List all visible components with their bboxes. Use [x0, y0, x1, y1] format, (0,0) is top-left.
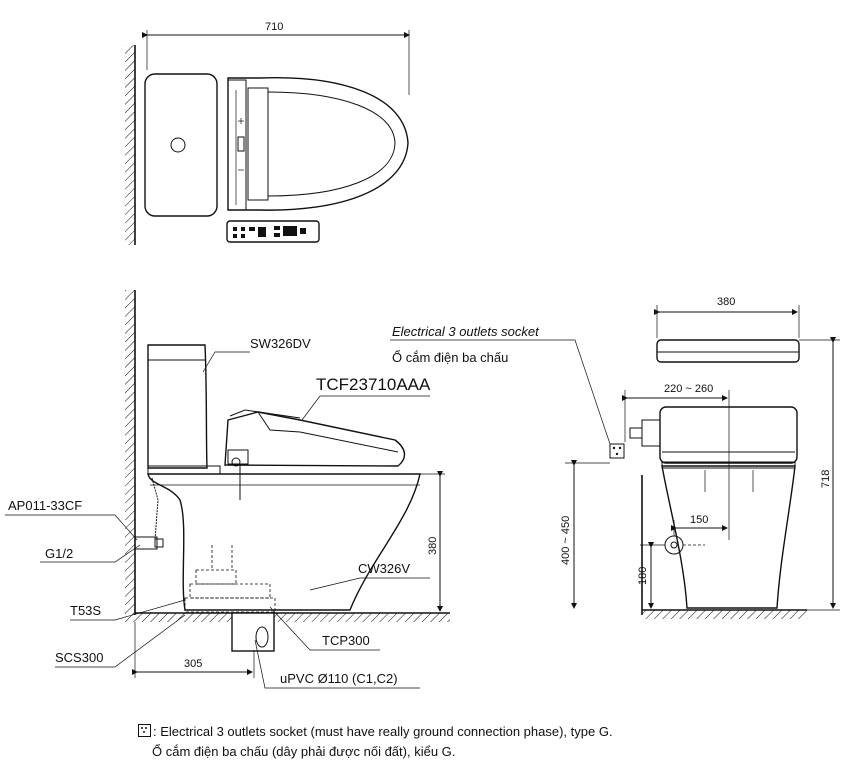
dim-front-pipe-height: 180 [637, 566, 649, 585]
front-socket [610, 444, 624, 458]
label-bolt: T53S [70, 603, 102, 618]
side-tank [148, 345, 207, 468]
label-seat: TCF23710AAA [316, 375, 431, 394]
side-hose [152, 478, 158, 540]
socket-callout-en: Electrical 3 outlets socket [392, 324, 539, 339]
top-view [125, 21, 409, 245]
dim-front-width: 380 [717, 296, 736, 308]
dim-front-socket-height: 400 ~ 450 [560, 515, 572, 565]
dim-front-socket-range: 220 ~ 260 [664, 383, 714, 395]
label-hose: AP011-33CF [8, 498, 83, 513]
front-tank [657, 340, 799, 362]
front-floor-hatch [642, 610, 807, 619]
front-seat [660, 407, 797, 463]
socket-icon [138, 724, 151, 737]
label-thread: G1/2 [45, 546, 74, 561]
label-flange: TCP300 [322, 633, 370, 648]
dim-top-width: 710 [265, 21, 284, 33]
label-tank: SW326DV [250, 336, 311, 351]
label-bowl: CW326V [358, 561, 411, 576]
footnote-row-2 [138, 742, 613, 762]
dim-side-seat-height: 380 [427, 536, 439, 555]
front-bowl [662, 466, 795, 608]
footnote-line-2: Ổ cắm điện ba chấu (dây phải được nối đất), kiểu G. [152, 744, 456, 759]
side-wall-hatch [125, 290, 135, 615]
side-floor-hatch [125, 613, 450, 622]
footnote [138, 722, 613, 762]
side-seat [225, 412, 404, 466]
dim-front-pipe-offset: 150 [690, 514, 709, 526]
label-pipe: uPVC Ø110 (C1,C2) [280, 671, 398, 686]
side-view [5, 290, 450, 688]
dim-front-total-height: 718 [820, 469, 832, 488]
top-tank [145, 74, 217, 216]
footnote-line-1: : Electrical 3 outlets socket (must have really ground connection phase), type G. [153, 724, 613, 739]
top-wall-hatch [125, 45, 135, 245]
dim-side-offset: 305 [184, 658, 203, 670]
top-seat-outline [228, 78, 408, 210]
label-anchor: SCS300 [55, 650, 104, 665]
front-view [390, 296, 840, 619]
socket-callout-vi: Ổ cắm điện ba chấu [392, 350, 509, 365]
side-bowl [148, 474, 420, 610]
footnote-row-1 [138, 722, 613, 742]
